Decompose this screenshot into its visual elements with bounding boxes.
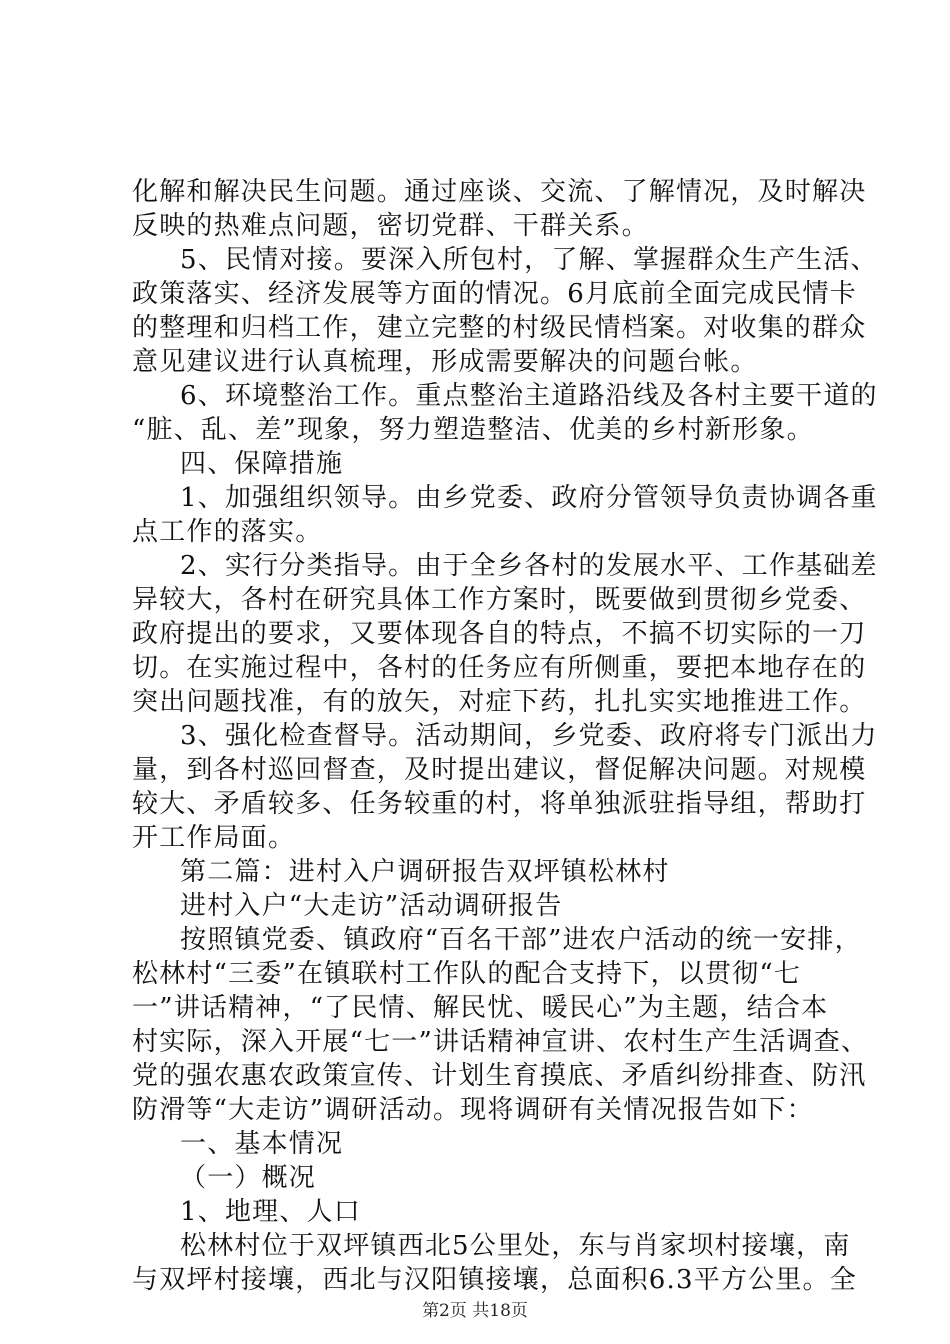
paragraph-line: 3、强化检查督导。活动期间，乡党委、政府将专门派出力 bbox=[180, 721, 878, 751]
text-line: 政府提出的要求，又要体现各自的特点，不搞不切实际的一刀 bbox=[132, 619, 867, 649]
paragraph-line: 2、实行分类指导。由于全乡各村的发展水平、工作基础差 bbox=[180, 551, 878, 581]
text-line: 意见建议进行认真梳理，形成需要解决的问题台帐。 bbox=[132, 347, 758, 377]
paragraph-line: 5、民情对接。要深入所包村，了解、掌握群众生产生活、 bbox=[180, 245, 878, 275]
text-line: 防滑等“大走访”调研活动。现将调研有关情况报告如下： bbox=[132, 1095, 814, 1125]
text-line: 较大、矛盾较多、任务较重的村，将单独派驻指导组，帮助打 bbox=[132, 789, 867, 819]
paragraph-line: 按照镇党委、镇政府“百名干部”进农户活动的统一安排， bbox=[180, 925, 862, 955]
report-title: 进村入户“大走访”活动调研报告 bbox=[180, 891, 563, 921]
text-line: 量，到各村巡回督查，及时提出建议，督促解决问题。对规模 bbox=[132, 755, 867, 785]
subsection-heading: 1、地理、人口 bbox=[180, 1197, 361, 1227]
paragraph-line: 松林村位于双坪镇西北5公里处，东与肖家坝村接壤，南 bbox=[180, 1231, 851, 1261]
paragraph-line: 1、加强组织领导。由乡党委、政府分管领导负责协调各重 bbox=[180, 483, 878, 513]
section-heading: 一、基本情况 bbox=[180, 1129, 344, 1159]
text-line: 与双坪村接壤，西北与汉阳镇接壤，总面积6.3平方公里。全 bbox=[132, 1265, 857, 1295]
text-line: 切。在实施过程中，各村的任务应有所侧重，要把本地存在的 bbox=[132, 653, 867, 683]
text-line: 松林村“三委”在镇联村工作队的配合支持下，以贯彻“七 bbox=[132, 959, 802, 989]
page-footer: 第2页 共18页 bbox=[422, 1301, 528, 1321]
text-line: 政策落实、经济发展等方面的情况。6月底前全面完成民情卡 bbox=[132, 279, 857, 309]
text-line: 村实际，深入开展“七一”讲话精神宣讲、农村生产生活调查、 bbox=[132, 1027, 869, 1057]
text-line: 突出问题找准，有的放矢，对症下药，扎扎实实地推进工作。 bbox=[132, 687, 867, 717]
paragraph-line: 6、环境整治工作。重点整治主道路沿线及各村主要干道的 bbox=[180, 381, 878, 411]
text-line: 点工作的落实。 bbox=[132, 517, 323, 547]
text-line: 反映的热难点问题，密切党群、干群关系。 bbox=[132, 211, 649, 241]
text-line: 开工作局面。 bbox=[132, 823, 296, 853]
subsection-heading: （一）概况 bbox=[180, 1163, 317, 1193]
text-line: 党的强农惠农政策宣传、计划生育摸底、矛盾纠纷排查、防汛 bbox=[132, 1061, 867, 1091]
section-heading: 四、保障措施 bbox=[180, 449, 344, 479]
text-line: 异较大，各村在研究具体工作方案时，既要做到贯彻乡党委、 bbox=[132, 585, 867, 615]
chapter-heading: 第二篇：进村入户调研报告双坪镇松林村 bbox=[180, 857, 670, 887]
text-line: 的整理和归档工作，建立完整的村级民情档案。对收集的群众 bbox=[132, 313, 867, 343]
text-line: “脏、乱、差”现象，努力塑造整洁、优美的乡村新形象。 bbox=[132, 415, 814, 445]
text-line: 化解和解决民生问题。通过座谈、交流、了解情况，及时解决 bbox=[132, 177, 867, 207]
text-line: 一”讲话精神，“了民情、解民忧、暖民心”为主题，结合本 bbox=[132, 993, 829, 1023]
